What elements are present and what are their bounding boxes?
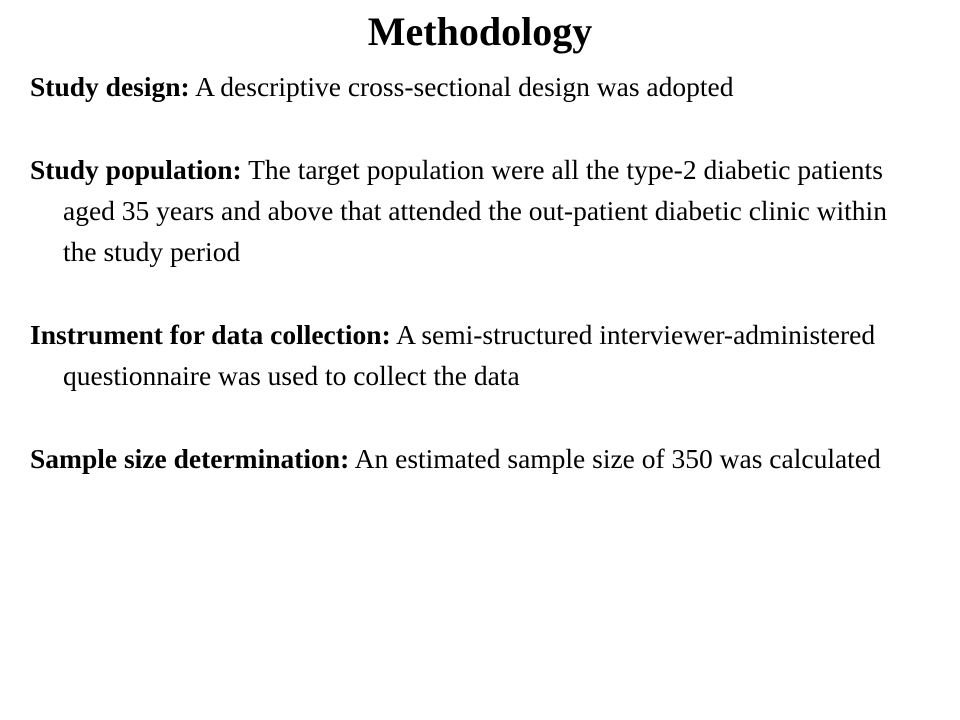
instrument-paragraph xyxy=(30,314,920,396)
study-design-label: Study design: xyxy=(30,71,190,102)
instrument-text: A semi-structured interviewer-administered questionnaire was used to collect the data xyxy=(63,319,876,391)
study-population-text: The target population were all the type-2 diabetic patients aged 35 years and above that attended the out-patient diabetic clinic within the study period xyxy=(63,154,887,267)
sample-size-label: Sample size determination: xyxy=(30,443,350,474)
study-design-paragraph xyxy=(30,66,920,107)
slide-content xyxy=(30,66,920,479)
study-design-text: A descriptive cross-sectional design was adopted xyxy=(189,71,734,102)
study-population-label: Study population: xyxy=(30,154,242,185)
sample-size-text: An estimated sample size of 350 was calculated xyxy=(349,443,881,474)
instrument-label: Instrument for data collection: xyxy=(30,319,391,350)
sample-size-paragraph xyxy=(30,438,920,479)
study-population-paragraph xyxy=(30,149,920,272)
slide-title: Methodology xyxy=(367,9,593,54)
